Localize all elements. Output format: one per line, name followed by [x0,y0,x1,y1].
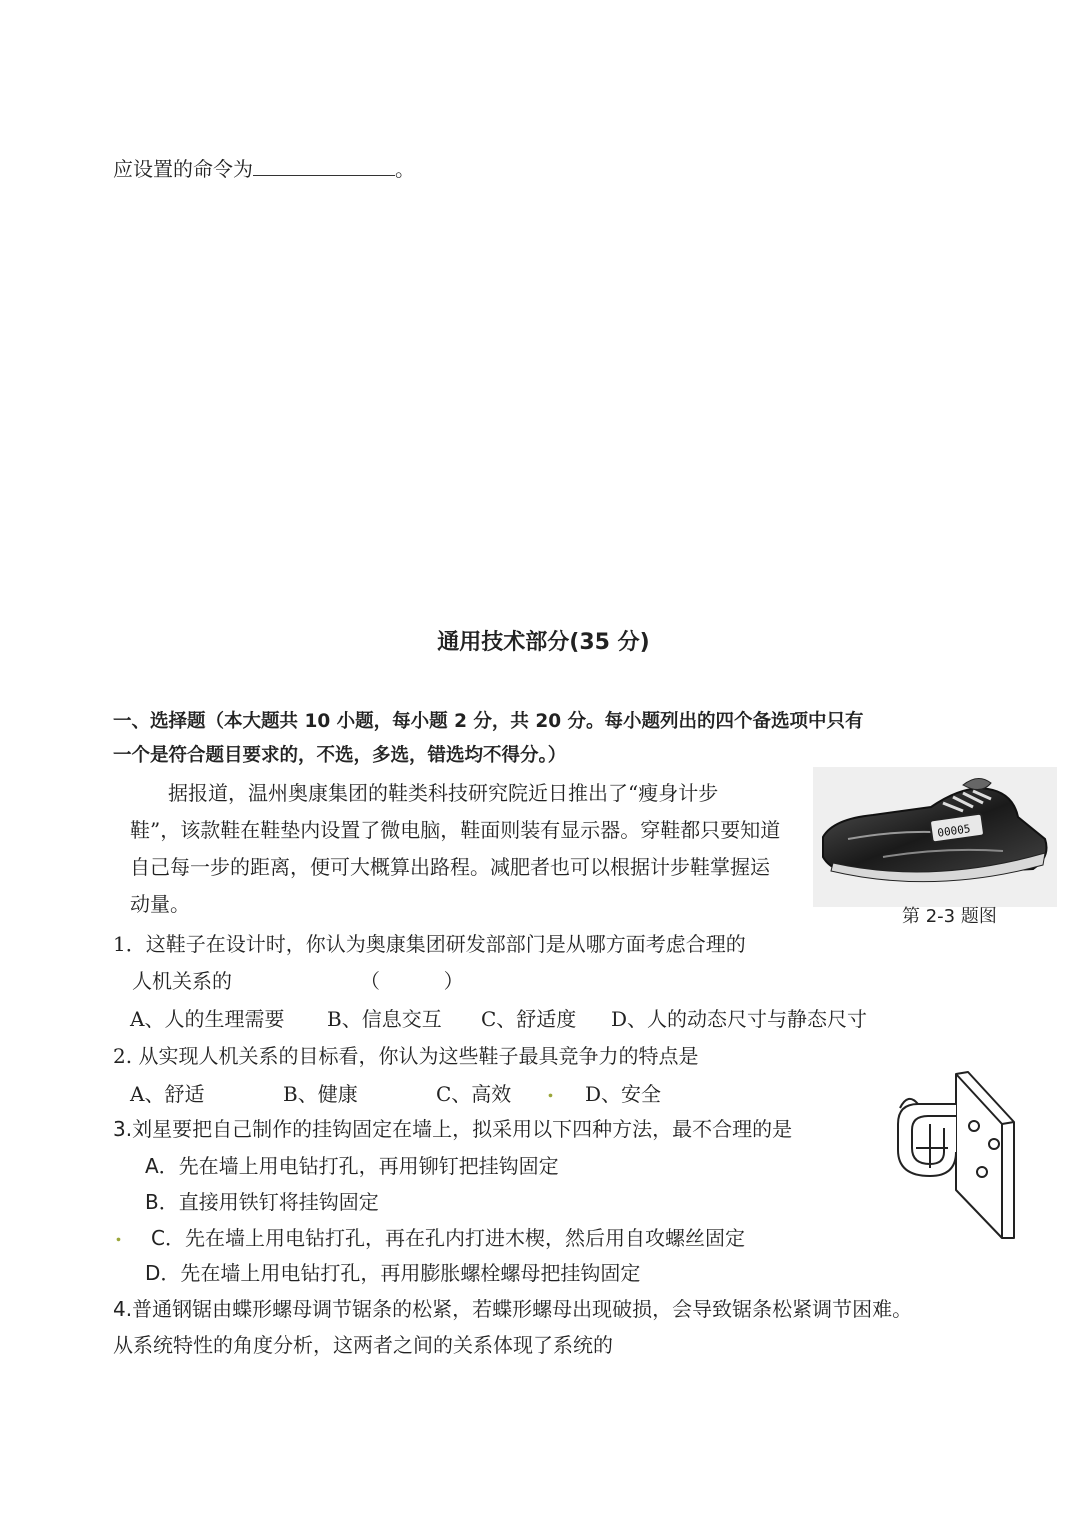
q1-line1: 1．这鞋子在设计时，你认为奥康集团研发部部门是从哪方面考虑合理的 [113,932,746,956]
q3-option-d-text: 先在墙上用电钻打孔，再用膨胀螺栓螺母把挂钩固定 [180,1261,641,1285]
decor-dot-1: . [547,1078,554,1102]
q4-text: 普通钢锯由蝶形螺母调节锯条的松紧，若蝶形螺母出现破损，会导致锯条松紧调节困难。 [132,1297,913,1321]
hook-figure [890,1068,1020,1243]
q1-answer-paren: （ ） [360,969,464,993]
hook-illustration [890,1068,1020,1243]
q3-line1 [113,1113,792,1142]
figure-caption: 第 2-3 题图 [902,906,997,927]
q4-number: 4. [113,1297,133,1321]
q1-line2: 人机关系的 [132,969,232,993]
passage-line-4: 动量。 [130,892,190,916]
q3-option-a-text: 先在墙上用电钻打孔，再用铆钉把挂钩固定 [178,1154,559,1178]
q3-option-c-label: C． [151,1226,185,1250]
q2-option-a: A、舒适 [130,1082,205,1106]
answer-blank [253,155,395,176]
q1-option-d: D、人的动态尺寸与静态尺寸 [611,1007,868,1031]
instructions-line1: 一、选择题（本大题共 10 小题，每小题 2 分，共 20 分。每小题列出的四个备选项中只有 [113,711,864,732]
q4-line1 [113,1293,912,1322]
q3-option-b-text: 直接用铁钉将挂钩固定 [178,1190,379,1214]
top-line-end: 。 [395,157,415,181]
q3-option-a [145,1150,559,1179]
passage-line-1: 据报道，温州奥康集团的鞋类科技研究院近日推出了“瘦身计步 [168,781,719,805]
q3-option-d [145,1257,640,1286]
shoe-illustration [813,767,1057,907]
q2-option-d: D、安全 [585,1082,662,1106]
q1-option-c: C、舒适度 [481,1007,577,1031]
q4-line2: 从系统特性的角度分析，这两者之间的关系体现了系统的 [113,1333,613,1357]
top-line [113,153,415,182]
top-line-text: 应设置的命令为 [113,157,253,181]
q2-option-c: C、高效 [436,1082,512,1106]
q2-option-b: B、健康 [283,1082,358,1106]
q1-option-b: B、信息交互 [327,1007,442,1031]
shoe-display-text: 00005 [936,822,972,840]
q3-option-d-label: D． [145,1261,181,1285]
q3-option-c-text: 先在墙上用电钻打孔，再在孔内打进木楔，然后用自攻螺丝固定 [184,1226,745,1250]
q1-option-a: A、人的生理需要 [130,1007,285,1031]
q3-text: 刘星要把自己制作的挂钩固定在墙上，拟采用以下四种方法，最不合理的是 [132,1117,793,1141]
instructions-line2: 一个是符合题目要求的，不选，多选，错选均不得分。） [113,745,567,766]
q3-option-b [145,1186,379,1215]
q3-option-c [151,1222,745,1251]
q3-option-a-label: A． [145,1154,179,1178]
passage-line-3: 自己每一步的距离，便可大概算出路程。减肥者也可以根据计步鞋掌握运 [130,855,770,879]
q3-number: 3. [113,1117,133,1141]
shoe-figure [813,767,1057,907]
q3-option-b-label: B． [145,1190,179,1214]
passage-line-2: 鞋”，该款鞋在鞋垫内设置了微电脑，鞋面则装有显示器。穿鞋都只要知道 [130,818,781,842]
decor-dot-2: . [115,1222,122,1246]
section-title: 通用技术部分(35 分) [437,630,650,655]
q2-line1: 2. 从实现人机关系的目标看，你认为这些鞋子最具竞争力的特点是 [113,1044,699,1068]
